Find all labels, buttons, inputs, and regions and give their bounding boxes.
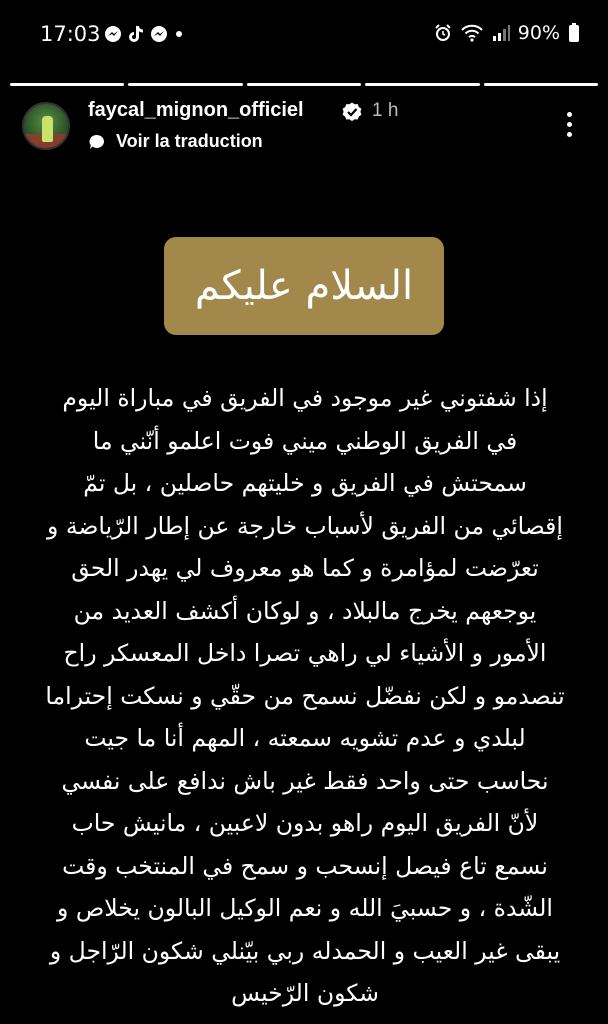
message-line: في الفريق الوطني ميني فوت اعلمو أنّني ما	[92, 426, 518, 455]
signal-icon	[492, 24, 510, 42]
battery-icon	[568, 23, 580, 43]
message-line: يبقى غير العيب و الحمدله ربي بيّنلي شكون الرّاجل و	[49, 936, 561, 965]
avatar-figure	[42, 116, 53, 142]
message-line: الشّدة ، و حسبيَ الله و نعم الوكيل البالون يخلاص و	[57, 894, 553, 922]
story-segment	[484, 83, 598, 86]
story-message	[30, 377, 580, 1015]
story-segment	[128, 83, 242, 86]
message-line: سمحتش في الفريق و خليتهم حاصلين ، بل تمّ	[83, 469, 527, 497]
message-line: شكون الرّخيس	[231, 979, 379, 1007]
tiktok-icon	[128, 25, 144, 43]
messenger-icon	[104, 25, 122, 43]
translate-label: Voir la traduction	[116, 131, 263, 151]
message-line: نسمع تاع فيصل إنسحب و سمح في المنتخب وقت	[62, 851, 548, 880]
message-line: الأمور و الأشياء لي راهي تصرا داخل المعسكر راح	[63, 639, 547, 667]
battery-percent: 90%	[517, 22, 560, 44]
alarm-icon	[434, 24, 452, 42]
message-line: لأنّ الفريق اليوم راهو بدون لاعبين ، مانيش حاب	[71, 809, 539, 837]
greeting-text: السلام عليكم	[194, 263, 414, 309]
translate-link[interactable]	[88, 131, 263, 152]
greeting-box	[164, 237, 444, 335]
status-time: 17:03	[40, 22, 101, 46]
wifi-icon	[460, 24, 484, 42]
dot-icon	[174, 29, 184, 39]
story-time: 1 h	[372, 100, 399, 121]
story-segment	[10, 83, 124, 86]
status-right	[434, 22, 580, 44]
story-progress	[10, 83, 598, 86]
message-line: لبلدي و عدم تشويه سمعته ، المهم أنا ما جيت	[84, 724, 526, 752]
notification-icons	[104, 24, 184, 44]
more-options-icon[interactable]	[560, 112, 578, 138]
avatar[interactable]	[22, 102, 70, 150]
message-line: تعرّضت لمؤامرة و كما هو معروف لي يهدر الحق	[71, 554, 539, 582]
messenger-icon	[150, 25, 168, 43]
story-segment	[247, 83, 361, 86]
message-line: تنصدمو و لكن نفضّل نسمح من حقّي و نسكت إحتراما	[45, 681, 565, 710]
speech-bubble-icon	[88, 133, 106, 151]
verified-badge-icon	[342, 102, 362, 122]
message-line: نحاسب حتى واحد فقط غير باش ندافع على نفسي	[61, 766, 549, 795]
username[interactable]: faycal_mignon_officiel	[88, 99, 304, 121]
message-line: إذا شفتوني غير موجود في الفريق في مباراة اليوم	[62, 384, 548, 412]
message-line: يوجعهم يخرج مالبلاد ، و لوكان أكشف العديد من	[73, 596, 537, 625]
story-segment	[365, 83, 479, 86]
message-line: إقصائي من الفريق لأسباب خارجة عن إطار الرّياضة و	[47, 511, 563, 540]
status-bar	[0, 0, 608, 64]
